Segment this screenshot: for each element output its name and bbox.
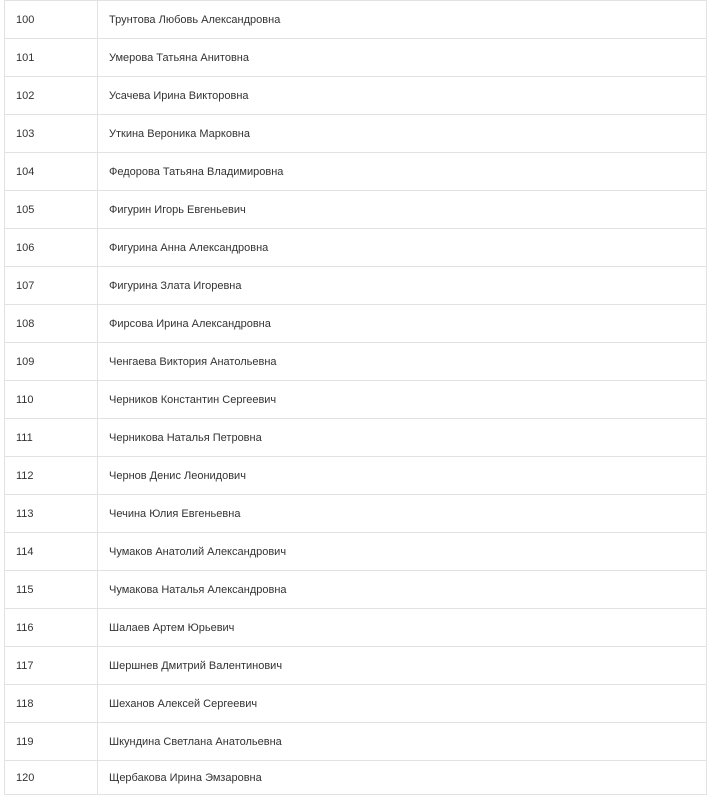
row-number: 107: [5, 267, 98, 305]
person-full-name: Трунтова Любовь Александровна: [98, 1, 707, 39]
table-row: [5, 609, 707, 647]
table-row: [5, 381, 707, 419]
table-row: [5, 191, 707, 229]
row-number: 106: [5, 229, 98, 267]
table-row: [5, 419, 707, 457]
row-number: 113: [5, 495, 98, 533]
table-row: [5, 533, 707, 571]
row-number: 112: [5, 457, 98, 495]
person-full-name: Фигурина Анна Александровна: [98, 229, 707, 267]
person-full-name: Шеханов Алексей Сергеевич: [98, 685, 707, 723]
participants-table-body: [5, 1, 707, 795]
table-row: [5, 457, 707, 495]
table-row: [5, 343, 707, 381]
table-row: [5, 305, 707, 343]
person-full-name: Чечина Юлия Евгеньевна: [98, 495, 707, 533]
row-number: 118: [5, 685, 98, 723]
person-full-name: Черников Константин Сергеевич: [98, 381, 707, 419]
table-row: [5, 647, 707, 685]
table-row: [5, 229, 707, 267]
row-number: 117: [5, 647, 98, 685]
person-full-name: Федорова Татьяна Владимировна: [98, 153, 707, 191]
row-number: 101: [5, 39, 98, 77]
person-full-name: Шкундина Светлана Анатольевна: [98, 723, 707, 761]
row-number: 103: [5, 115, 98, 153]
person-full-name: Фигурин Игорь Евгеньевич: [98, 191, 707, 229]
table-row: [5, 1, 707, 39]
row-number: 116: [5, 609, 98, 647]
row-number: 100: [5, 1, 98, 39]
person-full-name: Уткина Вероника Марковна: [98, 115, 707, 153]
person-full-name: Ченгаева Виктория Анатольевна: [98, 343, 707, 381]
person-full-name: Усачева Ирина Викторовна: [98, 77, 707, 115]
row-number: 110: [5, 381, 98, 419]
row-number: 102: [5, 77, 98, 115]
row-number: 104: [5, 153, 98, 191]
table-row: [5, 723, 707, 761]
row-number: 109: [5, 343, 98, 381]
participants-table: [4, 0, 707, 795]
row-number: 115: [5, 571, 98, 609]
person-full-name: Чумаков Анатолий Александрович: [98, 533, 707, 571]
participants-table-container: [4, 0, 707, 795]
table-row: [5, 267, 707, 305]
person-full-name: Фигурина Злата Игоревна: [98, 267, 707, 305]
person-full-name: Фирсова Ирина Александровна: [98, 305, 707, 343]
table-row: [5, 685, 707, 723]
table-row: [5, 153, 707, 191]
person-full-name: Чернов Денис Леонидович: [98, 457, 707, 495]
row-number: 119: [5, 723, 98, 761]
person-full-name: Черникова Наталья Петровна: [98, 419, 707, 457]
row-number: 120: [5, 761, 98, 795]
table-row: [5, 115, 707, 153]
row-number: 111: [5, 419, 98, 457]
person-full-name: Щербакова Ирина Эмзаровна: [98, 761, 707, 795]
person-full-name: Чумакова Наталья Александровна: [98, 571, 707, 609]
row-number: 105: [5, 191, 98, 229]
person-full-name: Умерова Татьяна Анитовна: [98, 39, 707, 77]
row-number: 108: [5, 305, 98, 343]
row-number: 114: [5, 533, 98, 571]
table-row: [5, 761, 707, 795]
table-row: [5, 77, 707, 115]
person-full-name: Шалаев Артем Юрьевич: [98, 609, 707, 647]
table-row: [5, 571, 707, 609]
table-row: [5, 495, 707, 533]
person-full-name: Шершнев Дмитрий Валентинович: [98, 647, 707, 685]
table-row: [5, 39, 707, 77]
